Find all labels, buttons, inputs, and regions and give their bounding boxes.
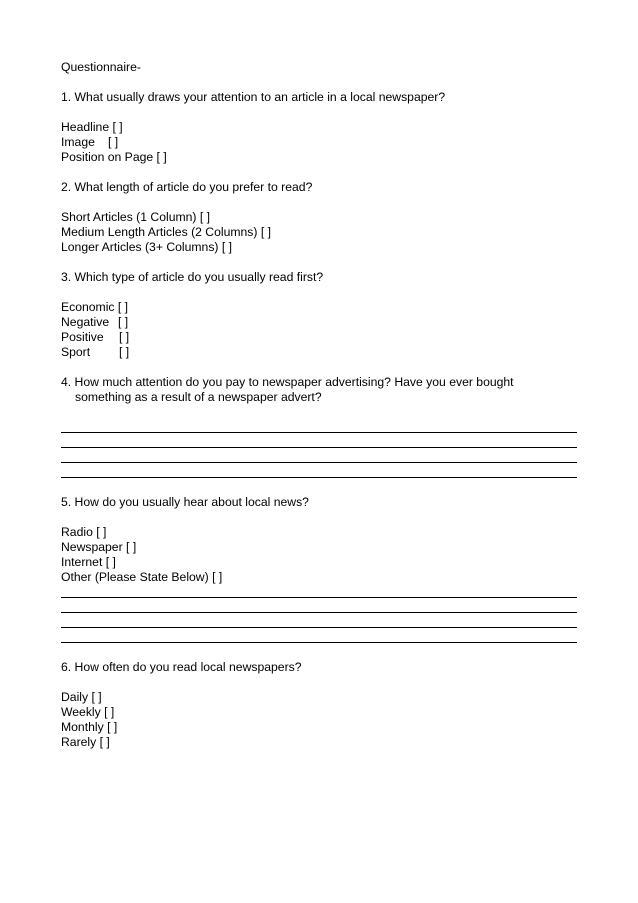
checkbox-rarely[interactable]: [ ] — [99, 735, 110, 749]
q6-option-monthly — [61, 720, 577, 735]
question-6: 6. How often do you read local newspapers? — [61, 660, 302, 674]
checkbox-longer-articles[interactable]: [ ] — [221, 240, 233, 254]
option-label: Radio — [61, 525, 93, 539]
answer-line[interactable] — [61, 420, 577, 435]
q2-option-short — [61, 210, 577, 225]
option-label: Longer Articles (3+ Columns) — [61, 240, 219, 254]
q3-option-economic — [61, 300, 577, 315]
spacer — [61, 360, 577, 375]
checkbox-radio[interactable]: [ ] — [96, 525, 107, 539]
option-label: Position on Page — [61, 150, 154, 164]
checkbox-positive[interactable]: [ ] — [119, 330, 130, 344]
checkbox-other[interactable]: [ ] — [212, 570, 223, 584]
option-label: Newspaper — [61, 540, 123, 554]
question-1: 1. What usually draws your attention to an article in a local newspaper? — [61, 90, 446, 104]
option-label: Monthly — [61, 720, 104, 734]
option-label: Positive — [61, 330, 104, 344]
q5-option-internet — [61, 555, 577, 570]
q1-option-position — [61, 150, 577, 165]
questionnaire-page — [61, 60, 577, 750]
answer-line[interactable] — [61, 630, 577, 645]
spacer — [61, 195, 577, 210]
q5-option-newspaper — [61, 540, 577, 555]
option-label: Negative — [61, 315, 110, 329]
question-4-line-2: something as a result of a newspaper advert? — [75, 390, 322, 404]
q2-option-medium — [61, 225, 577, 240]
spacer — [61, 165, 577, 180]
question-4-line-1: 4. How much attention do you pay to newspaper advertising? Have you ever bought — [61, 375, 514, 389]
spacer — [61, 105, 577, 120]
option-label: Internet — [61, 555, 103, 569]
question-3: 3. Which type of article do you usually read first? — [61, 270, 324, 284]
spacer — [61, 645, 577, 660]
option-label: Short Articles (1 Column) — [61, 210, 197, 224]
q6-option-rarely — [61, 735, 577, 750]
q3-option-negative — [61, 315, 577, 330]
spacer — [61, 405, 577, 420]
question-5: 5. How do you usually hear about local news? — [61, 495, 309, 509]
answer-line[interactable] — [61, 450, 577, 465]
checkbox-negative[interactable]: [ ] — [118, 315, 129, 329]
option-label: Weekly — [61, 705, 101, 719]
spacer — [61, 675, 577, 690]
checkbox-weekly[interactable]: [ ] — [104, 705, 115, 719]
checkbox-sport[interactable]: [ ] — [119, 345, 130, 359]
checkbox-position-on-page[interactable]: [ ] — [156, 150, 167, 164]
option-label: Headline — [61, 120, 110, 134]
answer-line[interactable] — [61, 585, 577, 600]
q2-option-longer — [61, 240, 577, 255]
spacer — [61, 480, 577, 495]
answer-line[interactable] — [61, 435, 577, 450]
option-label: Rarely — [61, 735, 97, 749]
option-label: Image — [61, 135, 95, 149]
spacer — [61, 255, 577, 270]
spacer — [61, 285, 577, 300]
q6-option-weekly — [61, 705, 577, 720]
spacer — [61, 510, 577, 525]
question-2: 2. What length of article do you prefer to read? — [61, 180, 313, 194]
option-label: Medium Length Articles (2 Columns) — [61, 225, 258, 239]
checkbox-image[interactable]: [ ] — [108, 135, 119, 149]
checkbox-internet[interactable]: [ ] — [105, 555, 116, 569]
checkbox-economic[interactable]: [ ] — [117, 300, 129, 314]
checkbox-newspaper[interactable]: [ ] — [126, 540, 137, 554]
checkbox-headline[interactable]: [ ] — [112, 120, 123, 134]
q1-option-image — [61, 135, 577, 150]
q1-option-headline — [61, 120, 577, 135]
answer-line[interactable] — [61, 615, 577, 630]
q5-option-radio — [61, 525, 577, 540]
answer-line[interactable] — [61, 600, 577, 615]
checkbox-short-articles[interactable]: [ ] — [199, 210, 211, 224]
answer-line[interactable] — [61, 465, 577, 480]
checkbox-medium-articles[interactable]: [ ] — [260, 225, 271, 239]
q3-option-sport — [61, 345, 577, 360]
spacer — [61, 75, 577, 90]
q6-option-daily — [61, 690, 577, 705]
option-label: Daily — [61, 690, 89, 704]
q3-option-positive — [61, 330, 577, 345]
page-title: Questionnaire- — [61, 60, 141, 74]
option-label: Economic — [61, 300, 115, 314]
q5-option-other — [61, 570, 577, 585]
option-label: Other (Please State Below) — [61, 570, 209, 584]
checkbox-monthly[interactable]: [ ] — [107, 720, 118, 734]
option-label: Sport — [61, 345, 91, 359]
checkbox-daily[interactable]: [ ] — [91, 690, 102, 704]
